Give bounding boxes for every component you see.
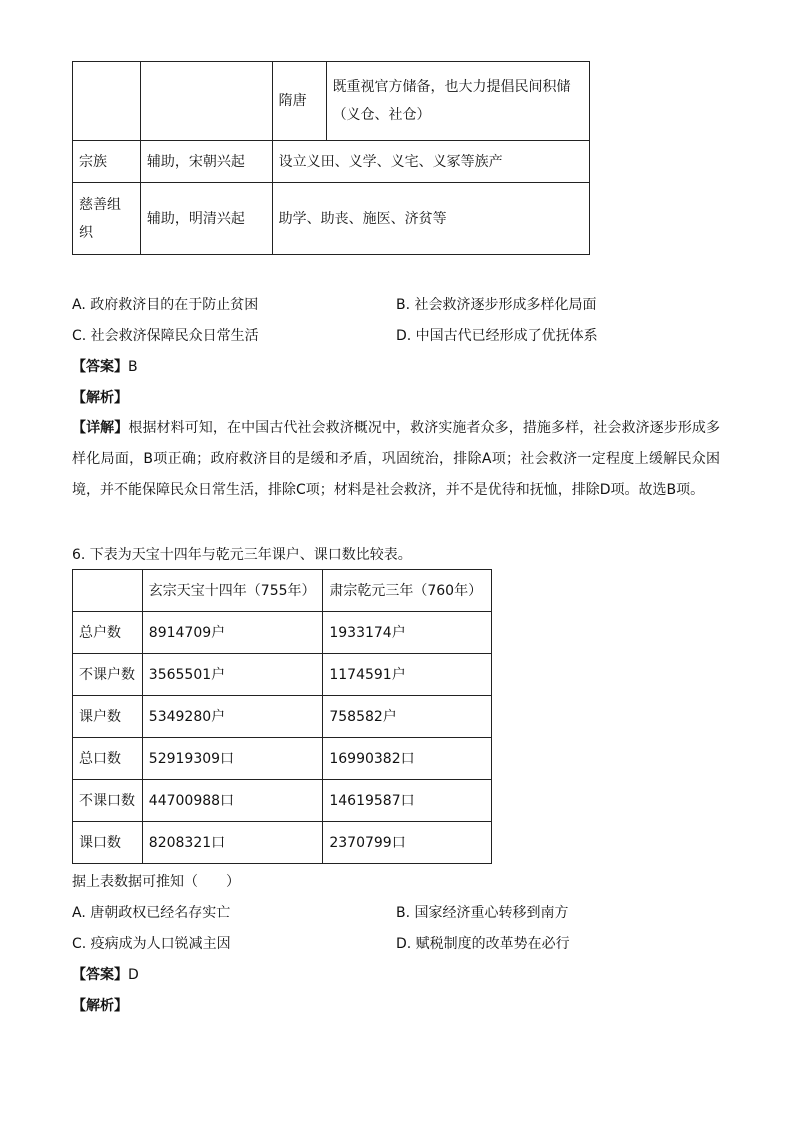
- table-row: [73, 612, 492, 654]
- table-row: [73, 738, 492, 780]
- option-d: D. 中国古代已经形成了优抚体系: [396, 328, 598, 344]
- table-cell: 辅助，宋朝兴起: [140, 141, 272, 183]
- table-cell: 设立义田、义学、义宅、义冢等族产: [272, 141, 589, 183]
- table-cell: [140, 62, 272, 141]
- table-cell: 52919309口: [142, 738, 323, 780]
- table-row: [73, 654, 492, 696]
- table-cell: 总户数: [73, 612, 143, 654]
- table-row: [73, 183, 590, 255]
- table-header-row: [73, 570, 492, 612]
- table-cell: 不课户数: [73, 654, 143, 696]
- household-table: [72, 569, 492, 864]
- question-prompt: 据上表数据可推知（ ）: [72, 874, 240, 890]
- answer-value: B: [128, 359, 138, 375]
- table-cell: 课户数: [73, 696, 143, 738]
- detail-text: 根据材料可知，在中国古代社会救济概况中，救济实施者众多，措施多样，社会救济逐步形成多样化局面，B项正确；政府救济目的是缓和矛盾，巩固统治，排除A项；社会救济一定程度上缓解民众困境，并不能保障民众日常生活，排除C项；材料是社会救济，并不是优待和抚恤，排除D项。故选B项。: [72, 420, 721, 498]
- table-cell: 课口数: [73, 822, 143, 864]
- option-b: B. 国家经济重心转移到南方: [396, 905, 569, 921]
- table-cell: 1933174户: [323, 612, 492, 654]
- table-cell: 慈善组织: [73, 183, 141, 255]
- relief-table: [72, 61, 590, 255]
- answer-line: [72, 356, 138, 376]
- table-cell: 宗族: [73, 141, 141, 183]
- option-d: D. 赋税制度的改革势在必行: [396, 936, 570, 952]
- table-row: [73, 696, 492, 738]
- table-cell: 758582户: [323, 696, 492, 738]
- table-cell: 不课口数: [73, 780, 143, 822]
- table-header-cell: [73, 570, 143, 612]
- answer-line: [72, 964, 139, 984]
- option-c: C. 社会救济保障民众日常生活: [72, 328, 259, 344]
- answer-tag: 【答案】: [72, 359, 128, 375]
- table-cell: 1174591户: [323, 654, 492, 696]
- answer-value: D: [128, 967, 139, 983]
- detail-paragraph: [72, 413, 720, 506]
- table-cell: 16990382口: [323, 738, 492, 780]
- table-cell: 3565501户: [142, 654, 323, 696]
- table-cell: 8208321口: [142, 822, 323, 864]
- table-cell: 44700988口: [142, 780, 323, 822]
- table-header-cell: 玄宗天宝十四年（755年）: [142, 570, 323, 612]
- analysis-tag: 【解析】: [72, 390, 128, 406]
- table-cell: 助学、助丧、施医、济贫等: [272, 183, 589, 255]
- table-row: [73, 822, 492, 864]
- detail-tag: 【详解】: [72, 420, 129, 436]
- table-cell: 14619587口: [323, 780, 492, 822]
- table-cell: 隋唐: [272, 62, 326, 141]
- analysis-tag: 【解析】: [72, 998, 128, 1014]
- table-cell: 2370799口: [323, 822, 492, 864]
- question-stem: 6. 下表为天宝十四年与乾元三年课户、课口数比较表。: [72, 547, 412, 563]
- table-header-cell: 肃宗乾元三年（760年）: [323, 570, 492, 612]
- option-c: C. 疫病成为人口锐减主因: [72, 936, 231, 952]
- table-cell: [73, 62, 141, 141]
- table-cell: 8914709户: [142, 612, 323, 654]
- table-cell: 既重视官方储备，也大力提倡民间积储（义仓、社仓）: [326, 62, 589, 141]
- option-a: A. 唐朝政权已经名存实亡: [72, 905, 231, 921]
- table-row: [73, 141, 590, 183]
- answer-tag: 【答案】: [72, 967, 128, 983]
- table-cell: 总口数: [73, 738, 143, 780]
- table-cell: 辅助，明清兴起: [140, 183, 272, 255]
- option-a: A. 政府救济目的在于防止贫困: [72, 297, 259, 313]
- table-row: [73, 780, 492, 822]
- table-row: [73, 62, 590, 141]
- option-b: B. 社会救济逐步形成多样化局面: [396, 297, 597, 313]
- table-cell: 5349280户: [142, 696, 323, 738]
